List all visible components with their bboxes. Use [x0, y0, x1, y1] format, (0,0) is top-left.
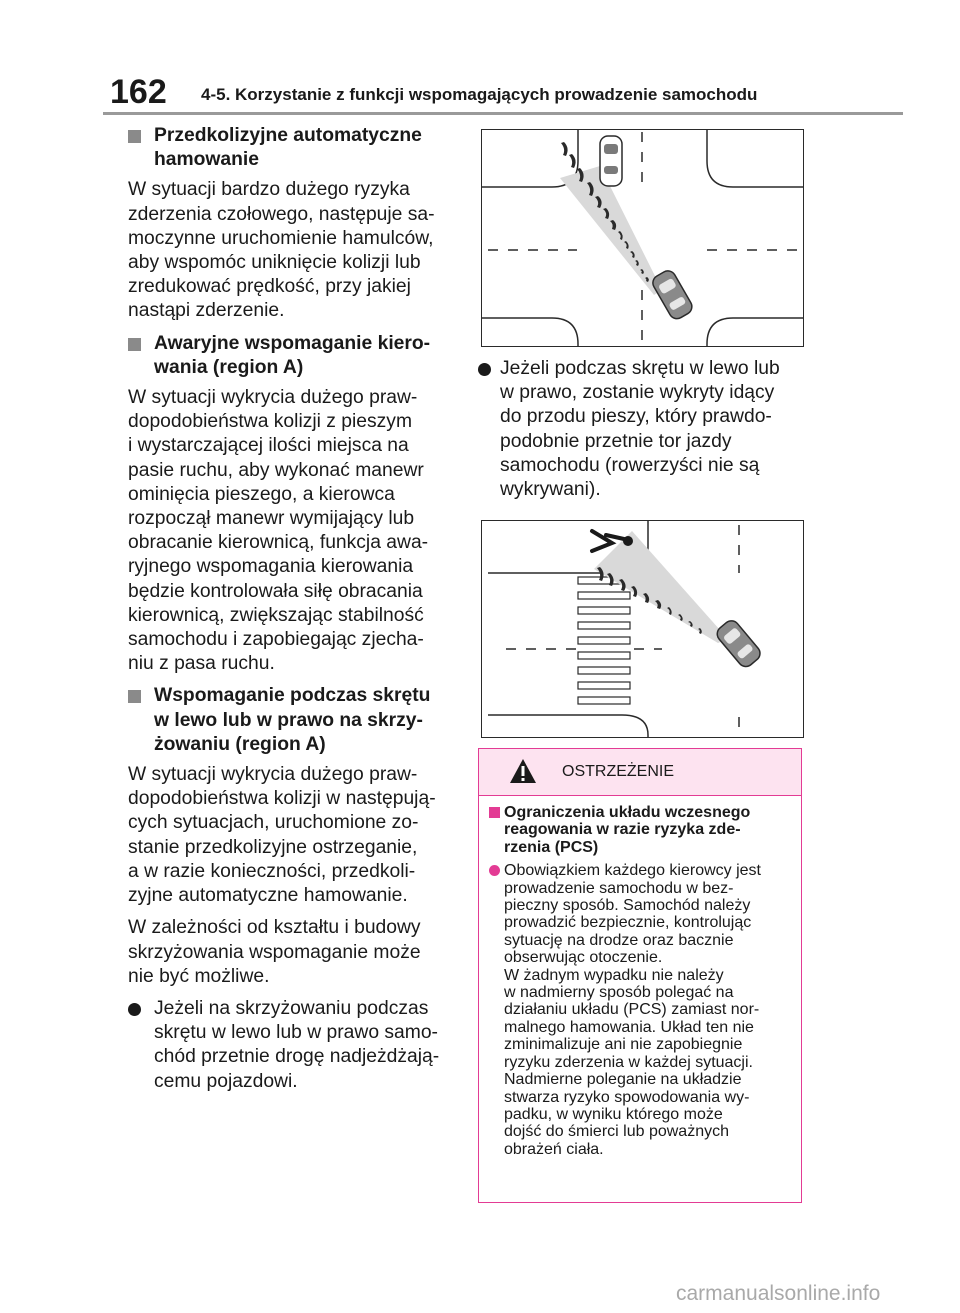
warning-subheading — [489, 804, 791, 856]
warning-text: Obowiązkiem każdego kierowcy jest prowadzenie samochodu w bez- pieczny sposób. Samochód należy prowadzić bezpiecznie, kontrolując sytuację na drodze oraz bacznie obserwując otoczenie. W żadnym wypadku nie należy w nadmierny sposób polegać na działaniu układu (PCS) zamiast nor- malnego hamowania. Układ ten nie zminimalizuje ani nie zapobiegnie ryzyku zderzenia w każdej sytuacji. Nadmierne poleganie na układzie stwarza ryzyko spowodowania wy- padku, w wyniku którego może dojść do śmierci lub poważnych obrażeń ciała. — [504, 862, 761, 1158]
section-paragraph: W zależności od kształtu i budowy skrzyżowania wspomaganie może nie być możliwe. — [128, 917, 421, 987]
warning-header — [479, 749, 801, 796]
intersection-oncoming-vehicle-diagram — [481, 129, 804, 347]
ego-car — [650, 268, 695, 322]
section-heading — [128, 124, 456, 172]
warning-subtitle: Ograniczenia układu wczesnego reagowania w razie ryzyka zde- rzenia (PCS) — [504, 804, 751, 856]
square-bullet-icon — [128, 690, 141, 703]
section-paragraph: W sytuacji bardzo dużego ryzyka zderzenia czołowego, następuje sa- moczynne uruchomienie hamulców, aby wspomóc uniknięcie kolizji lub zredukować prędkość, przy jakiej nastąpi zderzenie. — [128, 179, 435, 322]
warning-body — [479, 796, 801, 1158]
header-divider — [103, 112, 903, 115]
section-paragraph: W sytuacji wykrycia dużego praw- dopodobieństwa kolizji w następują- cych sytuacjach, uruchomione zo- stanie przedkolizyjne ostrzeganie, a w razie konieczności, przedkoli- zyjne automatyczne hamowanie. — [128, 764, 436, 907]
curb-bottom — [488, 715, 648, 737]
bullet-item — [128, 997, 456, 1094]
warning-box — [478, 748, 802, 1203]
left-column — [128, 124, 456, 1094]
warning-title: OSTRZEŻENIE — [562, 763, 675, 780]
intersection-pedestrian-diagram — [481, 520, 804, 738]
bullet-item — [478, 357, 804, 502]
section-heading — [128, 684, 456, 757]
bullet-text: Jeżeli na skrzyżowaniu podczas skrętu w lewo lub w prawo samo- chód przetnie drogę nadjeżdżają- cemu pojazdowi. — [154, 997, 440, 1092]
square-bullet-icon — [128, 338, 141, 351]
crosswalk — [578, 577, 630, 704]
square-bullet-icon — [128, 130, 141, 143]
intersection-illustration — [482, 130, 803, 346]
oncoming-car — [600, 136, 622, 186]
curb-top-right — [707, 130, 803, 187]
section-title-text: Wspomaganie podczas skrętu w lewo lub w prawo na skrzy- żowaniu (region A) — [154, 685, 431, 755]
round-bullet-icon — [478, 363, 491, 376]
square-bullet-icon — [489, 807, 500, 818]
warning-triangle-icon — [509, 758, 537, 789]
section-heading — [128, 332, 456, 380]
round-bullet-icon — [489, 865, 500, 876]
warning-item — [489, 862, 791, 1158]
section-paragraph: W sytuacji wykrycia dużego praw- dopodobieństwa kolizji z pieszym i wystarczającej ilości miejsca na pasie ruchu, aby wykonać manewr ominięcia pieszego, a kierowca rozpoczął manewr wymijający lub obracanie kierownicą, funkcja awa- ryjnego wspomagania kierowania będzie kontrolowała siłę obracania kierownicą, zwiększając stabilność samochodu i zapobiegając zjecha- niu z pasa ruchu. — [128, 387, 429, 675]
round-bullet-icon — [128, 1003, 141, 1016]
section-title-text: Awaryjne wspomaganie kiero- wania (region A) — [154, 332, 431, 378]
watermark: carmanualsonline.info — [676, 1282, 881, 1305]
ego-car — [714, 618, 763, 670]
page-number: 162 — [110, 73, 167, 111]
page-header — [103, 72, 903, 116]
curb-bottom-left — [482, 318, 578, 346]
bullet-text: Jeżeli podczas skrętu w lewo lub w prawo, zostanie wykryty idący do przodu pieszy, który prawdo- podobnie przetnie tor jazdy samochodu (rowerzyści nie są wykrywani). — [500, 358, 780, 501]
intersection-illustration — [482, 521, 803, 737]
chapter-title: 4-5. Korzystanie z funkcji wspomagających prowadzenie samochodu — [201, 85, 758, 104]
curb-bottom-right — [707, 318, 803, 346]
section-title-text: Przedkolizyjne automatyczne hamowanie — [154, 125, 422, 171]
